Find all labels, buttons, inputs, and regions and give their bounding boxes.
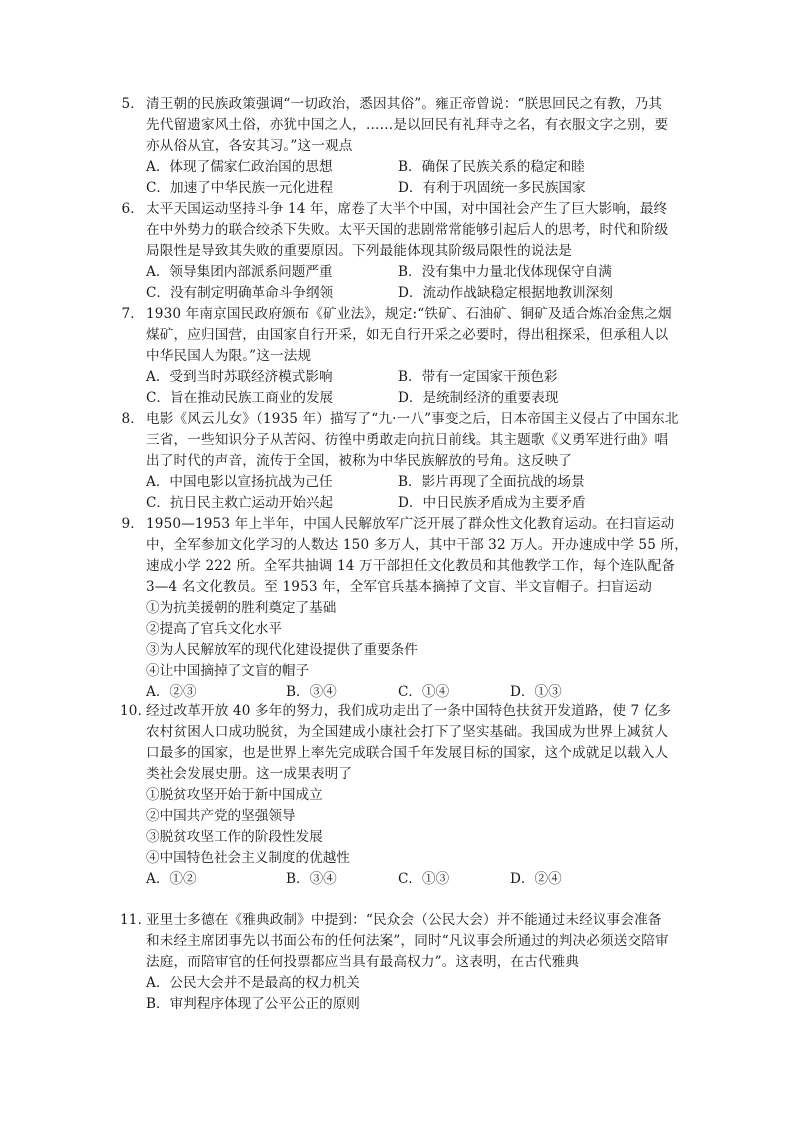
statement-list <box>120 598 680 682</box>
option-a: A．②③ <box>146 684 197 700</box>
question-number: 9． <box>121 516 144 532</box>
question-stem: 9． 1950—1953 年上半年，中国人民解放军广泛开展了群众性文化教育运动。在扫盲运动 中，全军参加文化学习的人数达 150 多万人，其中干部 32 万人。开办速成中学 55 所， 速成小学 222 所。全军共抽调 14 万干部担任文化教员和其他教学工作，每个连队配备 3—4 名文化教员。至 1953 年，全军官兵基本摘掉了文盲、半文盲帽子。扫盲运动 <box>121 516 688 595</box>
question-number: 7． <box>121 306 144 322</box>
question-10 <box>120 701 680 890</box>
question-stem: 8． 电影《风云儿女》（1935 年）描写了“九·一八”事变之后，日本帝国主义侵占了中国东北 三省，一些知识分子从苦闷、彷徨中勇敢走向抗日前线。其主题歌《义勇军进行曲》唱 出了时代的声音，流传于全国，被称为中华民族解放的号角。这反映了 <box>121 411 679 469</box>
question-stem: 11．亚里士多德在《雅典政制》中提到：“民众会（公民大会）并不能通过未经议事会准备 和未经主席团事先以书面公布的任何法案”，同时“凡议事会所通过的判决必须送交陪审 法庭，而陪审官的任何投票都应当具有最高权力”。这表明，在古代雅典 <box>120 912 669 970</box>
answer-options <box>120 973 680 1015</box>
option-c: C．①③ <box>398 871 450 887</box>
question-6 <box>120 199 680 304</box>
statement-item: ①为抗美援朝的胜利奠定了基础 <box>146 600 337 616</box>
question-stem: 6． 太平天国运动坚持斗争 14 年，席卷了大半个中国，对中国社会产生了巨大影响，最终 在中外势力的联合绞杀下失败。太平天国的悲剧常常能够引起后人的思考，时代和阶级 局限性是导致其失败的重要原因。下列最能体现其阶级局限性的说法是 <box>121 201 669 259</box>
question-stem: 5． 清王朝的民族政策强调“一切政治，悉因其俗”。雍正帝曾说：“朕思回民之有教，乃其 先代留遗家风土俗，亦犹中国之人，……是以回民有礼拜寺之名，有衣服文字之别，要 亦从俗从宜，各安其习。”这一观点 <box>121 96 669 154</box>
question-9 <box>120 514 688 703</box>
statement-item: ②中国共产党的坚强领导 <box>146 808 296 824</box>
option-c: C．旨在推动民族工商业的发展 <box>146 390 334 406</box>
option-b: B．带有一定国家干预色彩 <box>398 369 558 385</box>
question-stem: 7． 1930 年南京国民政府颁布《矿业法》，规定:“铁矿、石油矿、铜矿及适合炼冶金焦之烟 煤矿，应归国营，由国家自行开采，如无自行开采之必要时，得出租探采，但承租人以 中华民国人为限。”这一法规 <box>121 306 672 364</box>
option-d: D．②④ <box>510 871 562 887</box>
question-8 <box>120 409 680 514</box>
statement-item: ④让中国摘掉了文盲的帽子 <box>146 663 310 679</box>
option-a: A．中国电影以宣扬抗战为己任 <box>146 474 333 490</box>
option-d: D．流动作战缺稳定根据地教训深刻 <box>398 285 613 301</box>
question-number: 11． <box>120 912 152 928</box>
question-5 <box>120 94 680 199</box>
option-b: B．影片再现了全面抗战的场景 <box>398 474 585 490</box>
option-c: C．①④ <box>398 684 450 700</box>
option-c: C．没有制定明确革命斗争纲领 <box>146 285 334 301</box>
answer-options <box>120 472 680 514</box>
option-a: A．受到当时苏联经济模式影响 <box>146 369 333 385</box>
option-b: B．③④ <box>286 684 337 700</box>
answer-options <box>120 869 680 890</box>
answer-options <box>120 157 680 199</box>
question-7 <box>120 304 680 409</box>
option-c: C．抗日民主救亡运动开始兴起 <box>146 495 334 511</box>
statement-item: ①脱贫攻坚开始于新中国成立 <box>146 787 323 803</box>
option-a: A．①② <box>146 871 197 887</box>
option-d: D．中日民族矛盾成为主要矛盾 <box>398 495 586 511</box>
question-number: 8． <box>121 411 144 427</box>
option-d: D．①③ <box>510 684 562 700</box>
option-b: B．没有集中力量北伐体现保守自满 <box>398 264 612 280</box>
option-b: B．确保了民族关系的稳定和睦 <box>398 159 585 175</box>
statement-item: ②提高了官兵文化水平 <box>146 621 282 637</box>
question-11 <box>120 910 680 1015</box>
question-number: 6． <box>121 201 144 217</box>
statement-item: ④中国特色社会主义制度的优越性 <box>146 850 350 866</box>
option-a: A．体现了儒家仁政治国的思想 <box>146 159 333 175</box>
option-a: A．公民大会并不是最高的权力机关 <box>146 975 360 991</box>
statement-list <box>120 785 680 869</box>
statement-item: ③为人民解放军的现代化建设提供了重要条件 <box>146 642 418 658</box>
option-b: B．③④ <box>286 871 337 887</box>
option-a: A．领导集团内部派系问题严重 <box>146 264 333 280</box>
option-d: D．是统制经济的重要表现 <box>398 390 559 406</box>
answer-options <box>120 682 680 703</box>
question-number: 5． <box>121 96 144 112</box>
option-c: C．加速了中华民族一元化进程 <box>146 180 334 196</box>
option-b: B．审判程序体现了公平公正的原则 <box>146 996 360 1012</box>
question-number: 10． <box>120 703 152 719</box>
statement-item: ③脱贫攻坚工作的阶段性发展 <box>146 829 323 845</box>
answer-options <box>120 367 680 409</box>
question-stem: 10．经过改革开放 40 多年的努力，我们成功走出了一条中国特色扶贫开发道路，使 7 亿多 农村贫困人口成功脱贫，为全国建成小康社会打下了坚实基础。我国成为世界上减贫人 口最多的国家，也是世界上率先完成联合国千年发展目标的国家，这个成就足以载入人 类社会发展史册。这一成果表明了 <box>120 703 672 782</box>
option-d: D．有利于巩固统一多民族国家 <box>398 180 586 196</box>
answer-options <box>120 262 680 304</box>
